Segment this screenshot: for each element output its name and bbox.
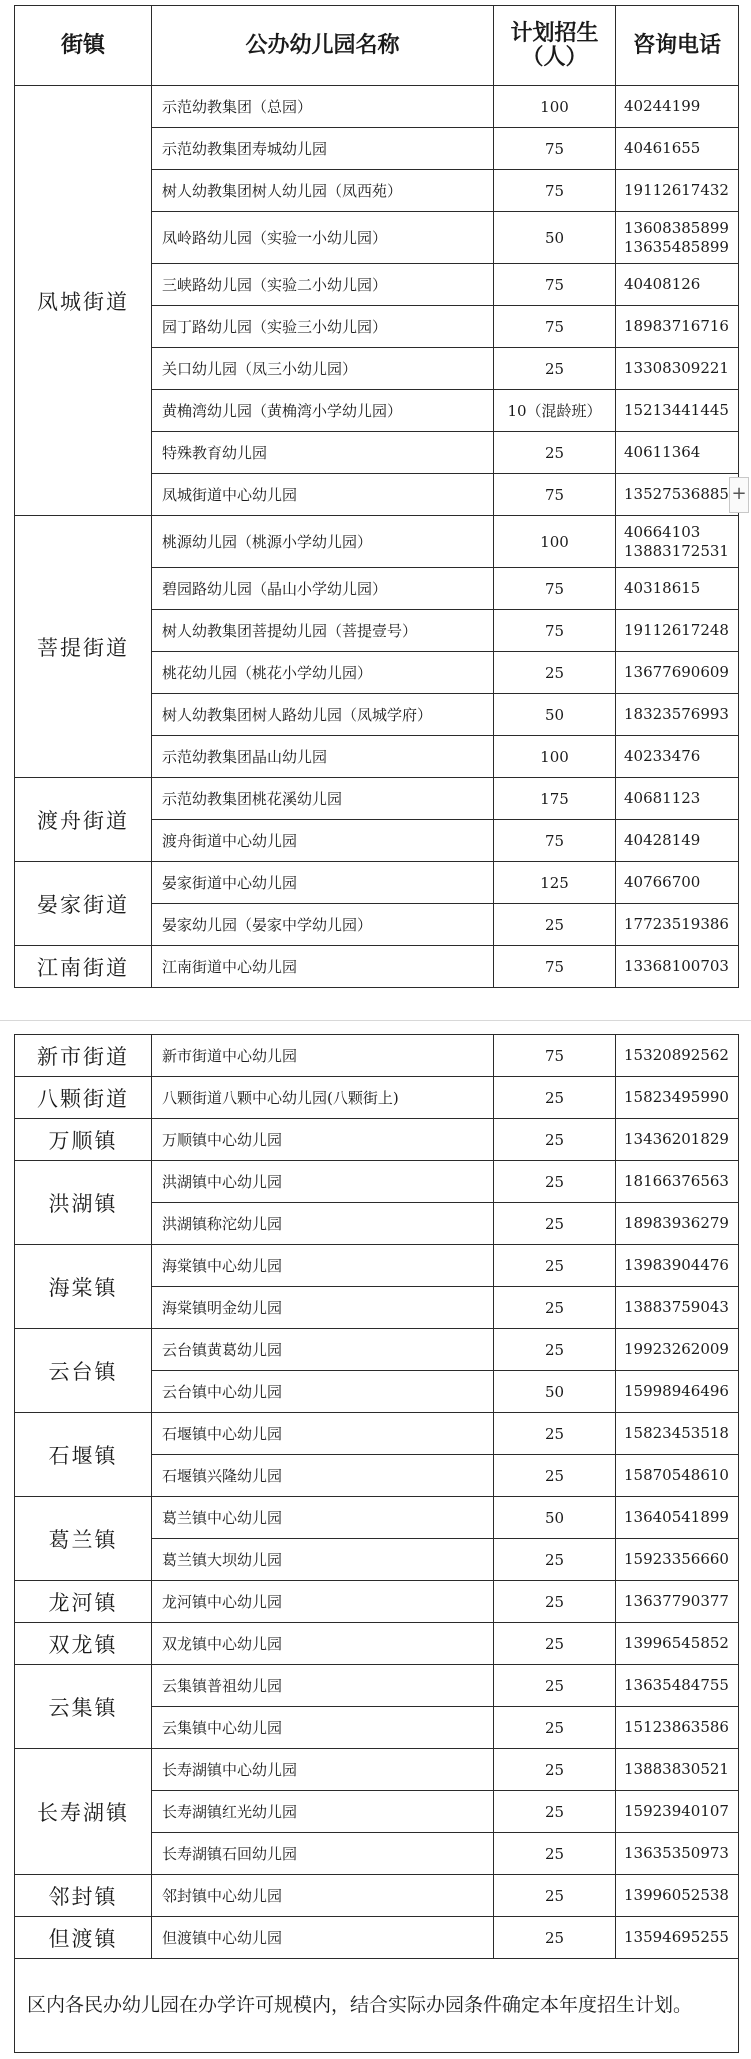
plan-cell: 10（混龄班） (494, 390, 616, 432)
header-tel: 咨询电话 (616, 6, 739, 86)
plan-cell: 50 (494, 1371, 616, 1413)
tel-cell: 19112617248 (616, 610, 739, 652)
tel-cell: 13594695255 (616, 1917, 739, 1959)
name-cell: 云台镇中心幼儿园 (152, 1371, 494, 1413)
plan-cell: 25 (494, 1623, 616, 1665)
town-cell: 洪湖镇 (15, 1161, 152, 1245)
tel-cell: 15870548610 (616, 1455, 739, 1497)
name-cell: 碧园路幼儿园（晶山小学幼儿园） (152, 568, 494, 610)
plan-cell: 25 (494, 1329, 616, 1371)
town-cell: 云集镇 (15, 1665, 152, 1749)
town-cell: 云台镇 (15, 1329, 152, 1413)
plan-cell: 75 (494, 946, 616, 988)
name-cell: 云集镇普祖幼儿园 (152, 1665, 494, 1707)
tel-cell: 40233476 (616, 736, 739, 778)
table-row (15, 1329, 739, 1371)
header-name: 公办幼儿园名称 (152, 6, 494, 86)
table-row (15, 1581, 739, 1623)
name-cell: 黄桷湾幼儿园（黄桷湾小学幼儿园） (152, 390, 494, 432)
name-cell: 江南街道中心幼儿园 (152, 946, 494, 988)
tel-cell: 18323576993 (616, 694, 739, 736)
town-cell: 龙河镇 (15, 1581, 152, 1623)
town-cell: 邻封镇 (15, 1875, 152, 1917)
town-cell: 葛兰镇 (15, 1497, 152, 1581)
plan-cell: 50 (494, 694, 616, 736)
table-row (15, 778, 739, 820)
tel-cell: 13635350973 (616, 1833, 739, 1875)
tel-cell: 19112617432 (616, 170, 739, 212)
tel-cell: 13608385899 13635485899 (616, 212, 739, 264)
plan-cell: 25 (494, 1077, 616, 1119)
table-row (15, 86, 739, 128)
town-cell: 长寿湖镇 (15, 1749, 152, 1875)
town-cell: 双龙镇 (15, 1623, 152, 1665)
table-row (15, 1035, 739, 1077)
name-cell: 万顺镇中心幼儿园 (152, 1119, 494, 1161)
town-cell: 八颗街道 (15, 1077, 152, 1119)
tel-cell: 40611364 (616, 432, 739, 474)
name-cell: 长寿湖镇石回幼儿园 (152, 1833, 494, 1875)
town-cell: 万顺镇 (15, 1119, 152, 1161)
tel-cell: 40428149 (616, 820, 739, 862)
note-row (15, 1959, 739, 2053)
tel-cell: 13640541899 (616, 1497, 739, 1539)
plan-cell: 75 (494, 170, 616, 212)
name-cell: 三峡路幼儿园（实验二小幼儿园） (152, 264, 494, 306)
plan-cell: 25 (494, 1875, 616, 1917)
name-cell: 葛兰镇中心幼儿园 (152, 1497, 494, 1539)
tel-cell: 13637790377 (616, 1581, 739, 1623)
plan-cell: 25 (494, 432, 616, 474)
note-text: 区内各民办幼儿园在办学许可规模内，结合实际办园条件确定本年度招生计划。 (15, 1959, 739, 2053)
name-cell: 桃花幼儿园（桃花小学幼儿园） (152, 652, 494, 694)
name-cell: 云集镇中心幼儿园 (152, 1707, 494, 1749)
tel-cell: 15823453518 (616, 1413, 739, 1455)
tel-cell: 13983904476 (616, 1245, 739, 1287)
name-cell: 晏家街道中心幼儿园 (152, 862, 494, 904)
table-row (15, 1665, 739, 1707)
name-cell: 示范幼教集团寿城幼儿园 (152, 128, 494, 170)
plan-cell: 25 (494, 348, 616, 390)
town-cell: 菩提街道 (15, 516, 152, 778)
plan-cell: 25 (494, 1203, 616, 1245)
name-cell: 示范幼教集团桃花溪幼儿园 (152, 778, 494, 820)
plan-cell: 25 (494, 904, 616, 946)
town-cell: 新市街道 (15, 1035, 152, 1077)
town-cell: 渡舟街道 (15, 778, 152, 862)
tel-cell: 18983716716 (616, 306, 739, 348)
header-plan: 计划招生 （人） (494, 6, 616, 86)
plan-cell: 25 (494, 1455, 616, 1497)
table-row (15, 1161, 739, 1203)
plan-cell: 25 (494, 1791, 616, 1833)
table-row (15, 516, 739, 568)
tel-cell: 18166376563 (616, 1161, 739, 1203)
tel-cell: 19923262009 (616, 1329, 739, 1371)
tel-cell: 18983936279 (616, 1203, 739, 1245)
tel-cell: 15213441445 (616, 390, 739, 432)
plan-cell: 25 (494, 1413, 616, 1455)
tel-cell: 13368100703 (616, 946, 739, 988)
name-cell: 洪湖镇中心幼儿园 (152, 1161, 494, 1203)
name-cell: 八颗街道八颗中心幼儿园(八颗街上) (152, 1077, 494, 1119)
tel-cell: 13677690609 (616, 652, 739, 694)
tel-cell: 13635484755 (616, 1665, 739, 1707)
plan-cell: 25 (494, 1707, 616, 1749)
town-cell: 但渡镇 (15, 1917, 152, 1959)
plan-cell: 25 (494, 652, 616, 694)
table-row (15, 946, 739, 988)
tel-cell: 15923356660 (616, 1539, 739, 1581)
tel-cell: 13996545852 (616, 1623, 739, 1665)
town-cell: 凤城街道 (15, 86, 152, 516)
name-cell: 树人幼教集团树人路幼儿园（凤城学府） (152, 694, 494, 736)
tel-cell: 40318615 (616, 568, 739, 610)
name-cell: 海棠镇中心幼儿园 (152, 1245, 494, 1287)
plan-cell: 50 (494, 1497, 616, 1539)
name-cell: 长寿湖镇红光幼儿园 (152, 1791, 494, 1833)
name-cell: 邻封镇中心幼儿园 (152, 1875, 494, 1917)
town-cell: 江南街道 (15, 946, 152, 988)
page-separator (0, 1020, 751, 1021)
plan-cell: 75 (494, 128, 616, 170)
tel-cell: 40766700 (616, 862, 739, 904)
name-cell: 晏家幼儿园（晏家中学幼儿园） (152, 904, 494, 946)
plan-cell: 50 (494, 212, 616, 264)
kindergarten-table-part2 (14, 1034, 739, 2053)
plan-cell: 75 (494, 568, 616, 610)
table-header-row (15, 6, 739, 86)
name-cell: 洪湖镇称沱幼儿园 (152, 1203, 494, 1245)
tel-cell: 13883830521 (616, 1749, 739, 1791)
plan-cell: 100 (494, 86, 616, 128)
plan-cell: 100 (494, 516, 616, 568)
tel-cell: 15923940107 (616, 1791, 739, 1833)
plan-cell: 25 (494, 1581, 616, 1623)
plan-cell: 75 (494, 820, 616, 862)
town-cell: 海棠镇 (15, 1245, 152, 1329)
tel-cell: 40408126 (616, 264, 739, 306)
plan-cell: 25 (494, 1161, 616, 1203)
tel-cell: 40461655 (616, 128, 739, 170)
name-cell: 新市街道中心幼儿园 (152, 1035, 494, 1077)
tel-cell: 17723519386 (616, 904, 739, 946)
table-row (15, 1077, 739, 1119)
name-cell: 桃源幼儿园（桃源小学幼儿园） (152, 516, 494, 568)
tel-cell: 13527536885 (616, 474, 739, 516)
table-row (15, 1875, 739, 1917)
name-cell: 树人幼教集团菩提幼儿园（菩提壹号） (152, 610, 494, 652)
name-cell: 双龙镇中心幼儿园 (152, 1623, 494, 1665)
plan-cell: 175 (494, 778, 616, 820)
tel-cell: 13308309221 (616, 348, 739, 390)
plan-cell: 75 (494, 474, 616, 516)
name-cell: 葛兰镇大坝幼儿园 (152, 1539, 494, 1581)
name-cell: 示范幼教集团（总园） (152, 86, 494, 128)
table-row (15, 1917, 739, 1959)
tel-cell: 15123863586 (616, 1707, 739, 1749)
name-cell: 长寿湖镇中心幼儿园 (152, 1749, 494, 1791)
tel-cell: 13883759043 (616, 1287, 739, 1329)
plan-cell: 75 (494, 610, 616, 652)
town-cell: 石堰镇 (15, 1413, 152, 1497)
tel-cell: 15320892562 (616, 1035, 739, 1077)
plan-cell: 25 (494, 1119, 616, 1161)
plan-cell: 25 (494, 1917, 616, 1959)
table-row (15, 1497, 739, 1539)
table-row (15, 1245, 739, 1287)
tel-cell: 40664103 13883172531 (616, 516, 739, 568)
table-row (15, 862, 739, 904)
tel-cell: 15823495990 (616, 1077, 739, 1119)
name-cell: 示范幼教集团晶山幼儿园 (152, 736, 494, 778)
tel-cell: 13996052538 (616, 1875, 739, 1917)
name-cell: 关口幼儿园（凤三小幼儿园） (152, 348, 494, 390)
plan-cell: 75 (494, 1035, 616, 1077)
plan-cell: 75 (494, 306, 616, 348)
plan-cell: 25 (494, 1539, 616, 1581)
plan-cell: 25 (494, 1287, 616, 1329)
name-cell: 凤城街道中心幼儿园 (152, 474, 494, 516)
tel-cell: 13436201829 (616, 1119, 739, 1161)
table-row (15, 1119, 739, 1161)
name-cell: 海棠镇明金幼儿园 (152, 1287, 494, 1329)
plan-cell: 125 (494, 862, 616, 904)
plan-cell: 25 (494, 1749, 616, 1791)
name-cell: 园丁路幼儿园（实验三小幼儿园） (152, 306, 494, 348)
town-cell: 晏家街道 (15, 862, 152, 946)
name-cell: 石堰镇兴隆幼儿园 (152, 1455, 494, 1497)
table-row (15, 1749, 739, 1791)
plan-cell: 75 (494, 264, 616, 306)
expand-plus-button[interactable]: + (729, 477, 749, 513)
name-cell: 树人幼教集团树人幼儿园（凤西苑） (152, 170, 494, 212)
name-cell: 但渡镇中心幼儿园 (152, 1917, 494, 1959)
header-town: 街镇 (15, 6, 152, 86)
name-cell: 渡舟街道中心幼儿园 (152, 820, 494, 862)
tel-cell: 40244199 (616, 86, 739, 128)
name-cell: 特殊教育幼儿园 (152, 432, 494, 474)
kindergarten-table-part1 (14, 5, 739, 988)
name-cell: 云台镇黄葛幼儿园 (152, 1329, 494, 1371)
table-row (15, 1623, 739, 1665)
tel-cell: 40681123 (616, 778, 739, 820)
plan-cell: 25 (494, 1245, 616, 1287)
name-cell: 龙河镇中心幼儿园 (152, 1581, 494, 1623)
name-cell: 石堰镇中心幼儿园 (152, 1413, 494, 1455)
plan-cell: 25 (494, 1665, 616, 1707)
name-cell: 凤岭路幼儿园（实验一小幼儿园） (152, 212, 494, 264)
plan-cell: 100 (494, 736, 616, 778)
table-row (15, 1413, 739, 1455)
tel-cell: 15998946496 (616, 1371, 739, 1413)
plan-cell: 25 (494, 1833, 616, 1875)
